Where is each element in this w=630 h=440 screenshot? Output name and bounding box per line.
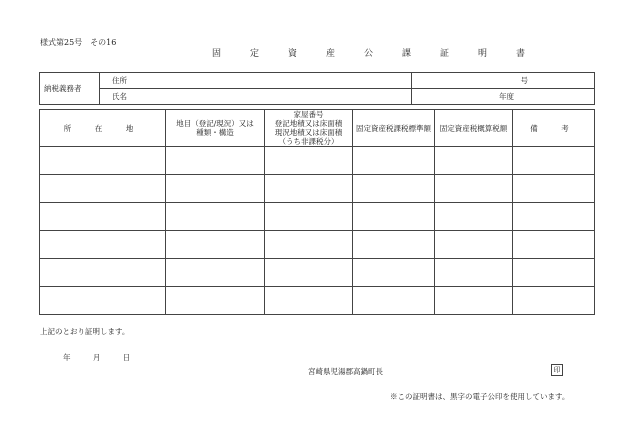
issuer-name: 宮崎県児湯郡高鍋町長	[308, 367, 383, 376]
table-cell	[265, 231, 353, 259]
table-cell	[353, 287, 435, 315]
table-cell	[265, 175, 353, 203]
header-land-category	[166, 110, 265, 147]
form-number: 様式第25号 その16	[40, 38, 117, 47]
table-cell	[513, 203, 595, 231]
electronic-seal-note: ※この証明書は、黒字の電子公印を使用しています。	[390, 392, 570, 401]
table-cell	[353, 175, 435, 203]
taxpayer-label: 納税義務者	[40, 73, 100, 105]
property-rows	[40, 147, 595, 315]
certification-statement: 上記のとおり証明します。	[40, 327, 130, 336]
property-table	[39, 109, 595, 315]
table-cell	[265, 203, 353, 231]
table-cell	[265, 287, 353, 315]
header-house-line3: 現況地積又は床面積	[274, 128, 343, 137]
header-remarks: 備 考	[513, 110, 595, 147]
table-cell	[435, 287, 513, 315]
header-house-line1: 家屋番号	[293, 110, 324, 119]
header-house-line2: 登記地積又は床面積	[274, 119, 343, 128]
taxpayer-table	[39, 72, 595, 105]
table-cell	[353, 231, 435, 259]
table-cell	[435, 259, 513, 287]
table-cell	[166, 231, 265, 259]
table-cell	[435, 175, 513, 203]
header-location: 所 在 地	[40, 110, 166, 147]
table-row	[40, 203, 595, 231]
table-cell	[265, 259, 353, 287]
header-tax-amount: 固定資産税概算税額	[435, 110, 513, 147]
table-cell	[166, 259, 265, 287]
document-title: 固 定 資 産 公 課 証 明 書	[212, 49, 536, 59]
table-row	[40, 231, 595, 259]
table-cell	[353, 147, 435, 175]
header-land-category-line2: 種類・構造	[196, 128, 234, 137]
table-cell	[513, 287, 595, 315]
table-cell	[513, 231, 595, 259]
table-row	[40, 175, 595, 203]
table-cell	[435, 147, 513, 175]
table-row	[40, 287, 595, 315]
table-cell	[40, 231, 166, 259]
header-tax-base: 固定資産税課税標準額	[353, 110, 435, 147]
table-cell	[435, 231, 513, 259]
table-cell	[265, 147, 353, 175]
header-house-line4: （うち非課税分）	[278, 137, 339, 146]
table-cell	[435, 203, 513, 231]
table-cell	[166, 147, 265, 175]
table-cell	[40, 259, 166, 287]
table-cell	[513, 259, 595, 287]
table-cell	[40, 175, 166, 203]
table-cell	[166, 203, 265, 231]
table-row	[40, 259, 595, 287]
table-cell	[40, 203, 166, 231]
seal-mark: 印	[551, 364, 563, 376]
header-house	[265, 110, 353, 147]
header-land-category-line1: 地目（登記/現況）又は	[176, 119, 254, 128]
table-cell	[166, 287, 265, 315]
table-cell	[513, 175, 595, 203]
table-cell	[513, 147, 595, 175]
date-month: 月	[92, 353, 101, 362]
number-suffix: 号	[412, 73, 595, 89]
table-cell	[166, 175, 265, 203]
table-cell	[40, 287, 166, 315]
address-label: 住所	[100, 73, 412, 89]
table-cell	[353, 259, 435, 287]
table-cell	[353, 203, 435, 231]
date-day: 日	[122, 353, 131, 362]
name-label: 氏名	[100, 89, 412, 105]
date-year: 年	[63, 353, 71, 362]
issue-date	[63, 352, 130, 363]
year-suffix: 年度	[412, 89, 595, 105]
table-row	[40, 147, 595, 175]
table-cell	[40, 147, 166, 175]
